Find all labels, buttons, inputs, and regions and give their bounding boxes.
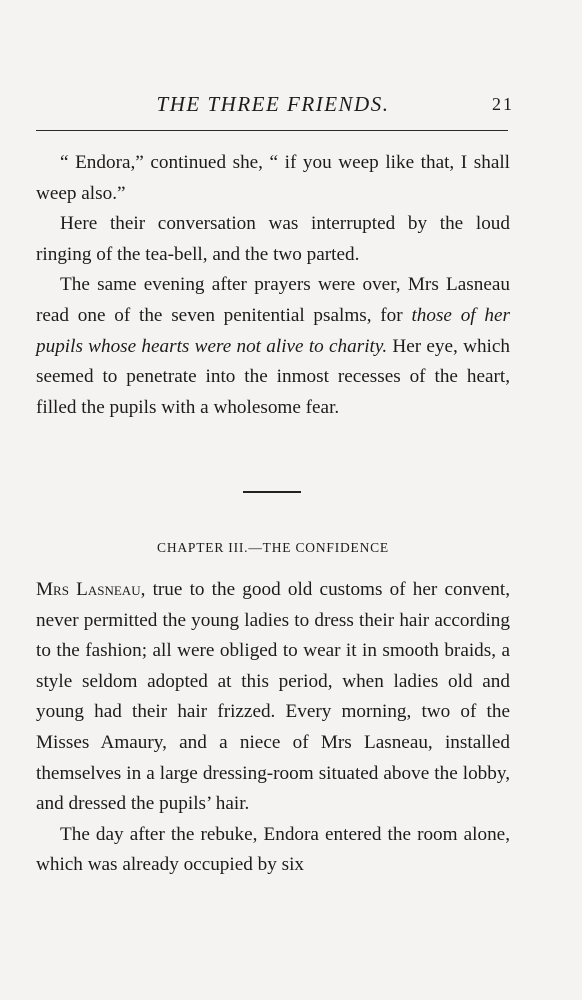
paragraph	[36, 575, 510, 820]
text-block-top	[36, 148, 510, 423]
running-head	[36, 92, 514, 122]
italic-phrase: those of her pupils whose hearts were not alive to charity.	[36, 304, 510, 357]
text-block-bottom	[36, 575, 510, 881]
chapter-heading: CHAPTER III.—THE CONFIDENCE	[157, 540, 389, 555]
page-number: 21	[492, 94, 514, 114]
paragraph-text: The same evening after prayers were over, Mrs Lasneau read one of the seven penitential psalms, for	[36, 274, 510, 326]
running-title: THE THREE FRIENDS.	[156, 92, 390, 116]
paragraph: Here their conversation was interrupted by the loud ringing of the tea-bell, and the two parted.	[36, 213, 510, 265]
small-caps-opening: Mrs Lasneau,	[36, 579, 146, 600]
paragraph-text: true to the good old customs of her convent, never permitted the young ladies to dress their hair according to the fashion; all were obliged to wear it in smooth braids, a style seldom adopted at this period, when ladies old and young had their hair frizzed. Every morning, two of the Misses Amaury, and a niece of Mrs Lasneau, installed themselves in a large dressing-room situated above the lobby, and dressed the pupils’ hair.	[36, 579, 510, 815]
paragraph-text: Her eye, which seemed to penetrate into the inmost recesses of the heart, filled the pupils with a wholesome fear.	[36, 335, 510, 418]
header-rule	[36, 130, 508, 131]
section-separator	[243, 491, 301, 493]
paragraph	[36, 270, 510, 423]
paragraph: The day after the rebuke, Endora entered the room alone, which was already occupied by six	[36, 823, 510, 876]
paragraph: “ Endora,” continued she, “ if you weep like that, I shall weep also.”	[36, 152, 510, 204]
